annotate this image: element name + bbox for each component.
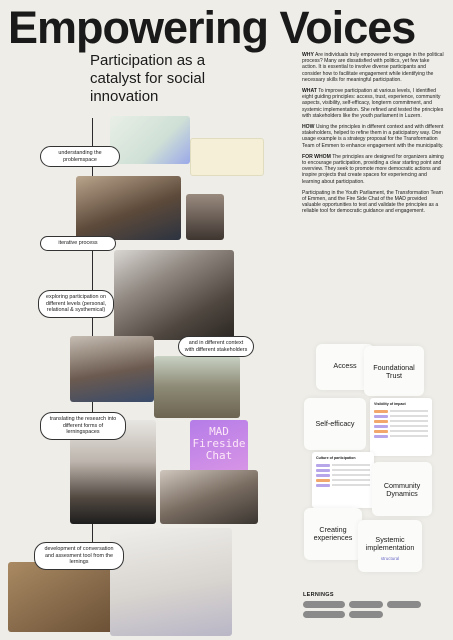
principle-card-creating xyxy=(304,508,362,560)
cards-photo xyxy=(8,562,118,632)
doc-row xyxy=(316,484,370,487)
visibility-doc-title: Visibility of impact xyxy=(374,402,406,406)
doc-row xyxy=(316,479,370,482)
learning-tag xyxy=(349,601,383,608)
learning-tag xyxy=(303,601,345,608)
culture-doc-title: Culture of participation xyxy=(316,456,356,460)
workshop-photo-6 xyxy=(160,470,258,524)
why-text: Are individuals truly empowered to engage in the political process? Many are dissatisfied with politics, yet few take action. It is essential to involve diverse participants and consider how to facilitate engagement while identifying the necessary skills for meaningful participation. xyxy=(302,52,444,83)
timeline-step-6: development of conversation and assesment tool from the lernings xyxy=(34,542,124,570)
why-label: WHY xyxy=(302,52,314,58)
what-label: WHAT xyxy=(302,88,317,95)
how-paragraph xyxy=(302,124,444,149)
principle-community-dynamics: Community Dynamics xyxy=(383,481,421,499)
principle-card-trust xyxy=(364,346,424,396)
doc-row xyxy=(374,415,428,418)
visibility-document xyxy=(370,398,432,456)
timeline-step-3: exploring participation on different levels (personal, relational & systhemical) xyxy=(38,290,114,318)
principle-structural-label: structural xyxy=(380,556,400,561)
workshop-photo-3 xyxy=(114,250,234,340)
learning-tag xyxy=(349,611,383,618)
workshop-photo-4 xyxy=(70,336,154,402)
diagram-screenshot-2 xyxy=(190,138,264,176)
forwhom-paragraph xyxy=(302,154,444,185)
diagram-screenshot xyxy=(110,116,190,164)
fireside-poster xyxy=(190,420,248,474)
principle-foundational-trust: Foundational Trust xyxy=(373,363,415,381)
doc-row xyxy=(316,469,370,472)
principle-self-efficacy: Self-efficacy xyxy=(315,419,355,428)
description-column xyxy=(302,52,444,220)
principle-creating-experiences: Creating experiences xyxy=(313,525,353,543)
why-paragraph xyxy=(302,52,444,83)
poster-line-3: Chat xyxy=(205,449,233,462)
what-paragraph xyxy=(302,88,444,119)
what-text: To improve participation at various levels, I identified eight guiding principles: access, trust, experience, community aspects, visibility, self-efficacy, longterm commitment, and systemic implementation. She refined and tested the principles with stakeholders like the youth parliament in Luzern. xyxy=(302,88,444,119)
timeline-step-5: translating the research into different forms of lerningspaces xyxy=(40,412,126,440)
doc-row xyxy=(374,425,428,428)
timeline-step-4: and in different context with different stakeholders xyxy=(178,336,254,357)
principle-card-self-efficacy xyxy=(304,398,366,450)
learnings-title: LERNINGS xyxy=(303,592,334,598)
learning-tag xyxy=(303,611,345,618)
principle-access: Access xyxy=(333,361,357,370)
outdoor-photo xyxy=(154,356,240,418)
page-title: Empowering Voices xyxy=(8,2,416,53)
principle-systemic-implementation: Systemic implementation xyxy=(365,535,415,553)
poster-line-1: MAD xyxy=(209,425,229,438)
timeline-step-2: iterative process xyxy=(40,236,116,251)
doc-row xyxy=(316,474,370,477)
forwhom-label: FOR WHOM xyxy=(302,153,331,160)
closing-paragraph: Participating in the Youth Parliament, the Transformation Team of Emmen, and the Fire Side Chat of the MAD provided valuable opportunities to test and validate the principles as a reliable tool for democratic guidance and engagement. xyxy=(302,189,443,215)
workshop-photo-1 xyxy=(76,176,181,240)
doc-row xyxy=(374,420,428,423)
forwhom-text: The principles are designed for organizers aiming to encourage participation, providing a clear starting point and overview. They seek to promote more democratic actions and inspire projects that create spaces for experiencing and learning about participation. xyxy=(302,153,444,185)
doc-row xyxy=(374,435,428,438)
page-subtitle: Participation as a catalyst for social innovation xyxy=(90,52,206,105)
doc-row xyxy=(374,430,428,433)
workshop-photo-2 xyxy=(186,194,224,240)
learning-tag xyxy=(387,601,421,608)
culture-document xyxy=(312,452,374,508)
tool-photo xyxy=(110,528,232,636)
poster-line-2: Fireside xyxy=(192,437,246,450)
principle-card-community xyxy=(372,462,432,516)
principle-card-systemic xyxy=(358,520,422,572)
timeline-step-1: understanding the problemspace xyxy=(40,146,120,167)
how-text: Using the principles in different context and with different stakeholders, helped to refine them in a paticipatory way. One usage example is a strategy proposal for the Transformation Team of Emmen to enhance engagement with the municipality. xyxy=(302,124,444,149)
how-label: HOW xyxy=(302,124,315,131)
doc-row xyxy=(316,464,370,467)
doc-row xyxy=(374,410,428,413)
